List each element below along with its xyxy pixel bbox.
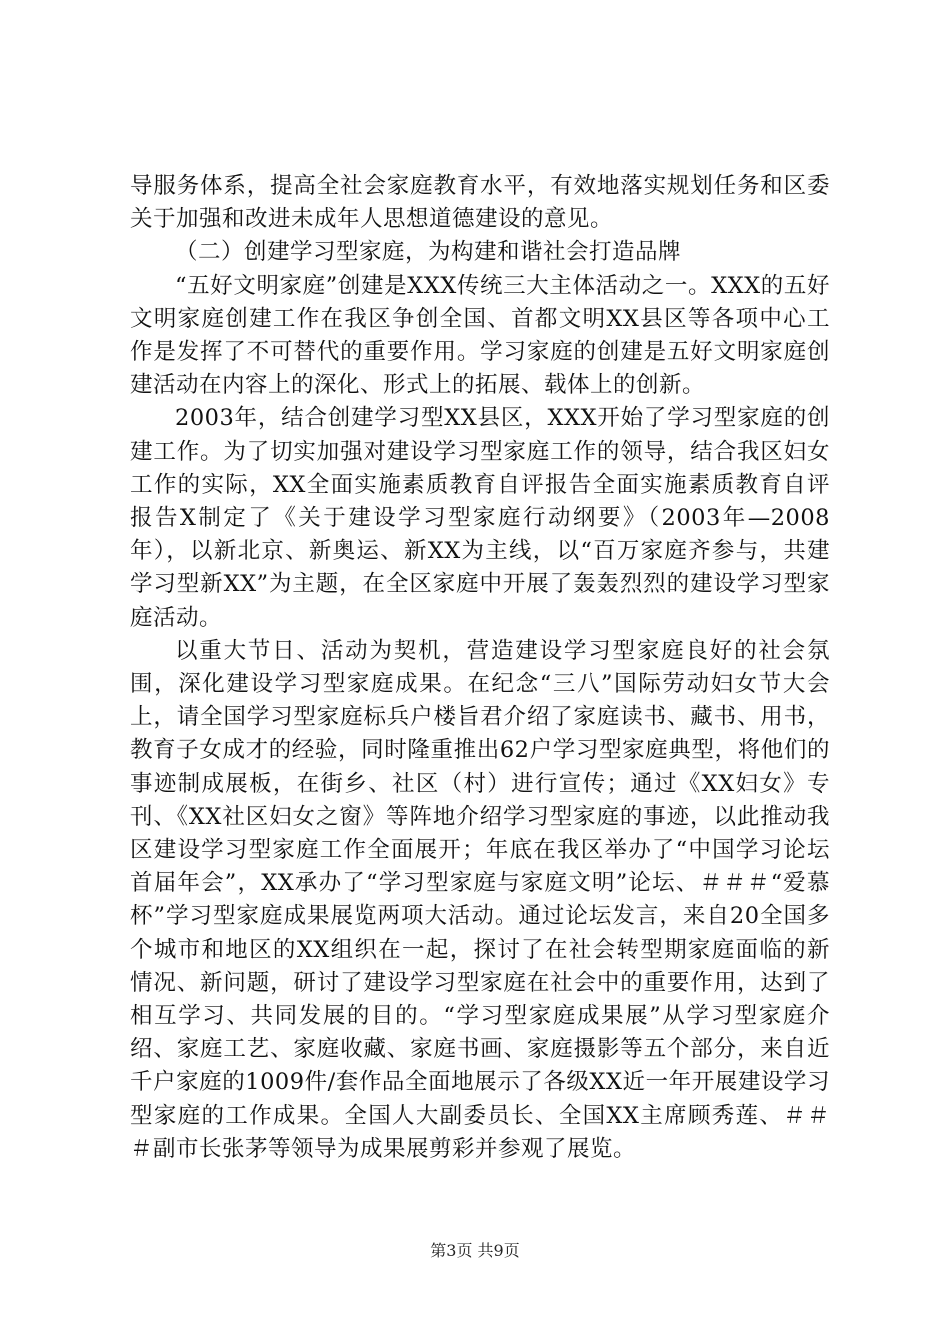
paragraph: “五好文明家庭”创建是XXX传统三大主体活动之一。XXX的五好文明家庭创建工作在我区争创全国、首都文明XX县区等各项中心工作是发挥了不可替代的重要作用。学习家庭的创建是五好文明家庭创建活动在内容上的深化、形式上的拓展、载体上的创新。 <box>130 272 830 399</box>
document-body <box>130 170 830 1166</box>
section-heading: （二）创建学习型家庭，为构建和谐社会打造品牌 <box>175 239 682 266</box>
paragraph: 2003年，结合创建学习型XX县区，XXX开始了学习型家庭的创建工作。为了切实加强对建设学习型家庭工作的领导，结合我区妇女工作的实际，XX全面实施素质教育自评报告全面实施素质教育自评报告X制定了《关于建设学习型家庭行动纲要》（2003年—2008年），以新北京、新奥运、新XX为主线，以“百万家庭齐参与，共建学习型新XX”为主题，在全区家庭中开展了轰轰烈烈的建设学习型家庭活动。 <box>130 405 830 631</box>
page-number-footer: 第3页 共9页 <box>430 1241 520 1260</box>
paragraph-continuation: 导服务体系，提高全社会家庭教育水平，有效地落实规划任务和区委关于加强和改进未成年人思想道德建设的意见。 <box>130 173 830 233</box>
paragraph: 以重大节日、活动为契机，营造建设学习型家庭良好的社会氛围，深化建设学习型家庭成果。在纪念“三八”国际劳动妇女节大会上，请全国学习型家庭标兵户楼旨君介绍了家庭读书、藏书、用书，教育子女成才的经验，同时隆重推出62户学习型家庭典型，将他们的事迹制成展板，在街乡、社区（村）进行宣传；通过《XX妇女》专刊、《XX社区妇女之窗》等阵地介绍学习型家庭的事迹，以此推动我区建设学习型家庭工作全面展开；年底在我区举办了“中国学习论坛首届年会”，XX承办了“学习型家庭与家庭文明”论坛、＃＃＃“爱慕杯”学习型家庭成果展览两项大活动。通过论坛发言，来自20全国多个城市和地区的XX组织在一起，探讨了在社会转型期家庭面临的新情况、新问题，研讨了建设学习型家庭在社会中的重要作用，达到了相互学习、共同发展的目的。“学习型家庭成果展”从学习型家庭介绍、家庭工艺、家庭收藏、家庭书画、家庭摄影等五个部分，来自近千户家庭的1009件/套作品全面地展示了各级XX近一年开展建设学习型家庭的工作成果。全国人大副委员长、全国XX主席顾秀莲、＃＃＃副市长张茅等领导为成果展剪彩并参观了展览。 <box>130 637 830 1162</box>
